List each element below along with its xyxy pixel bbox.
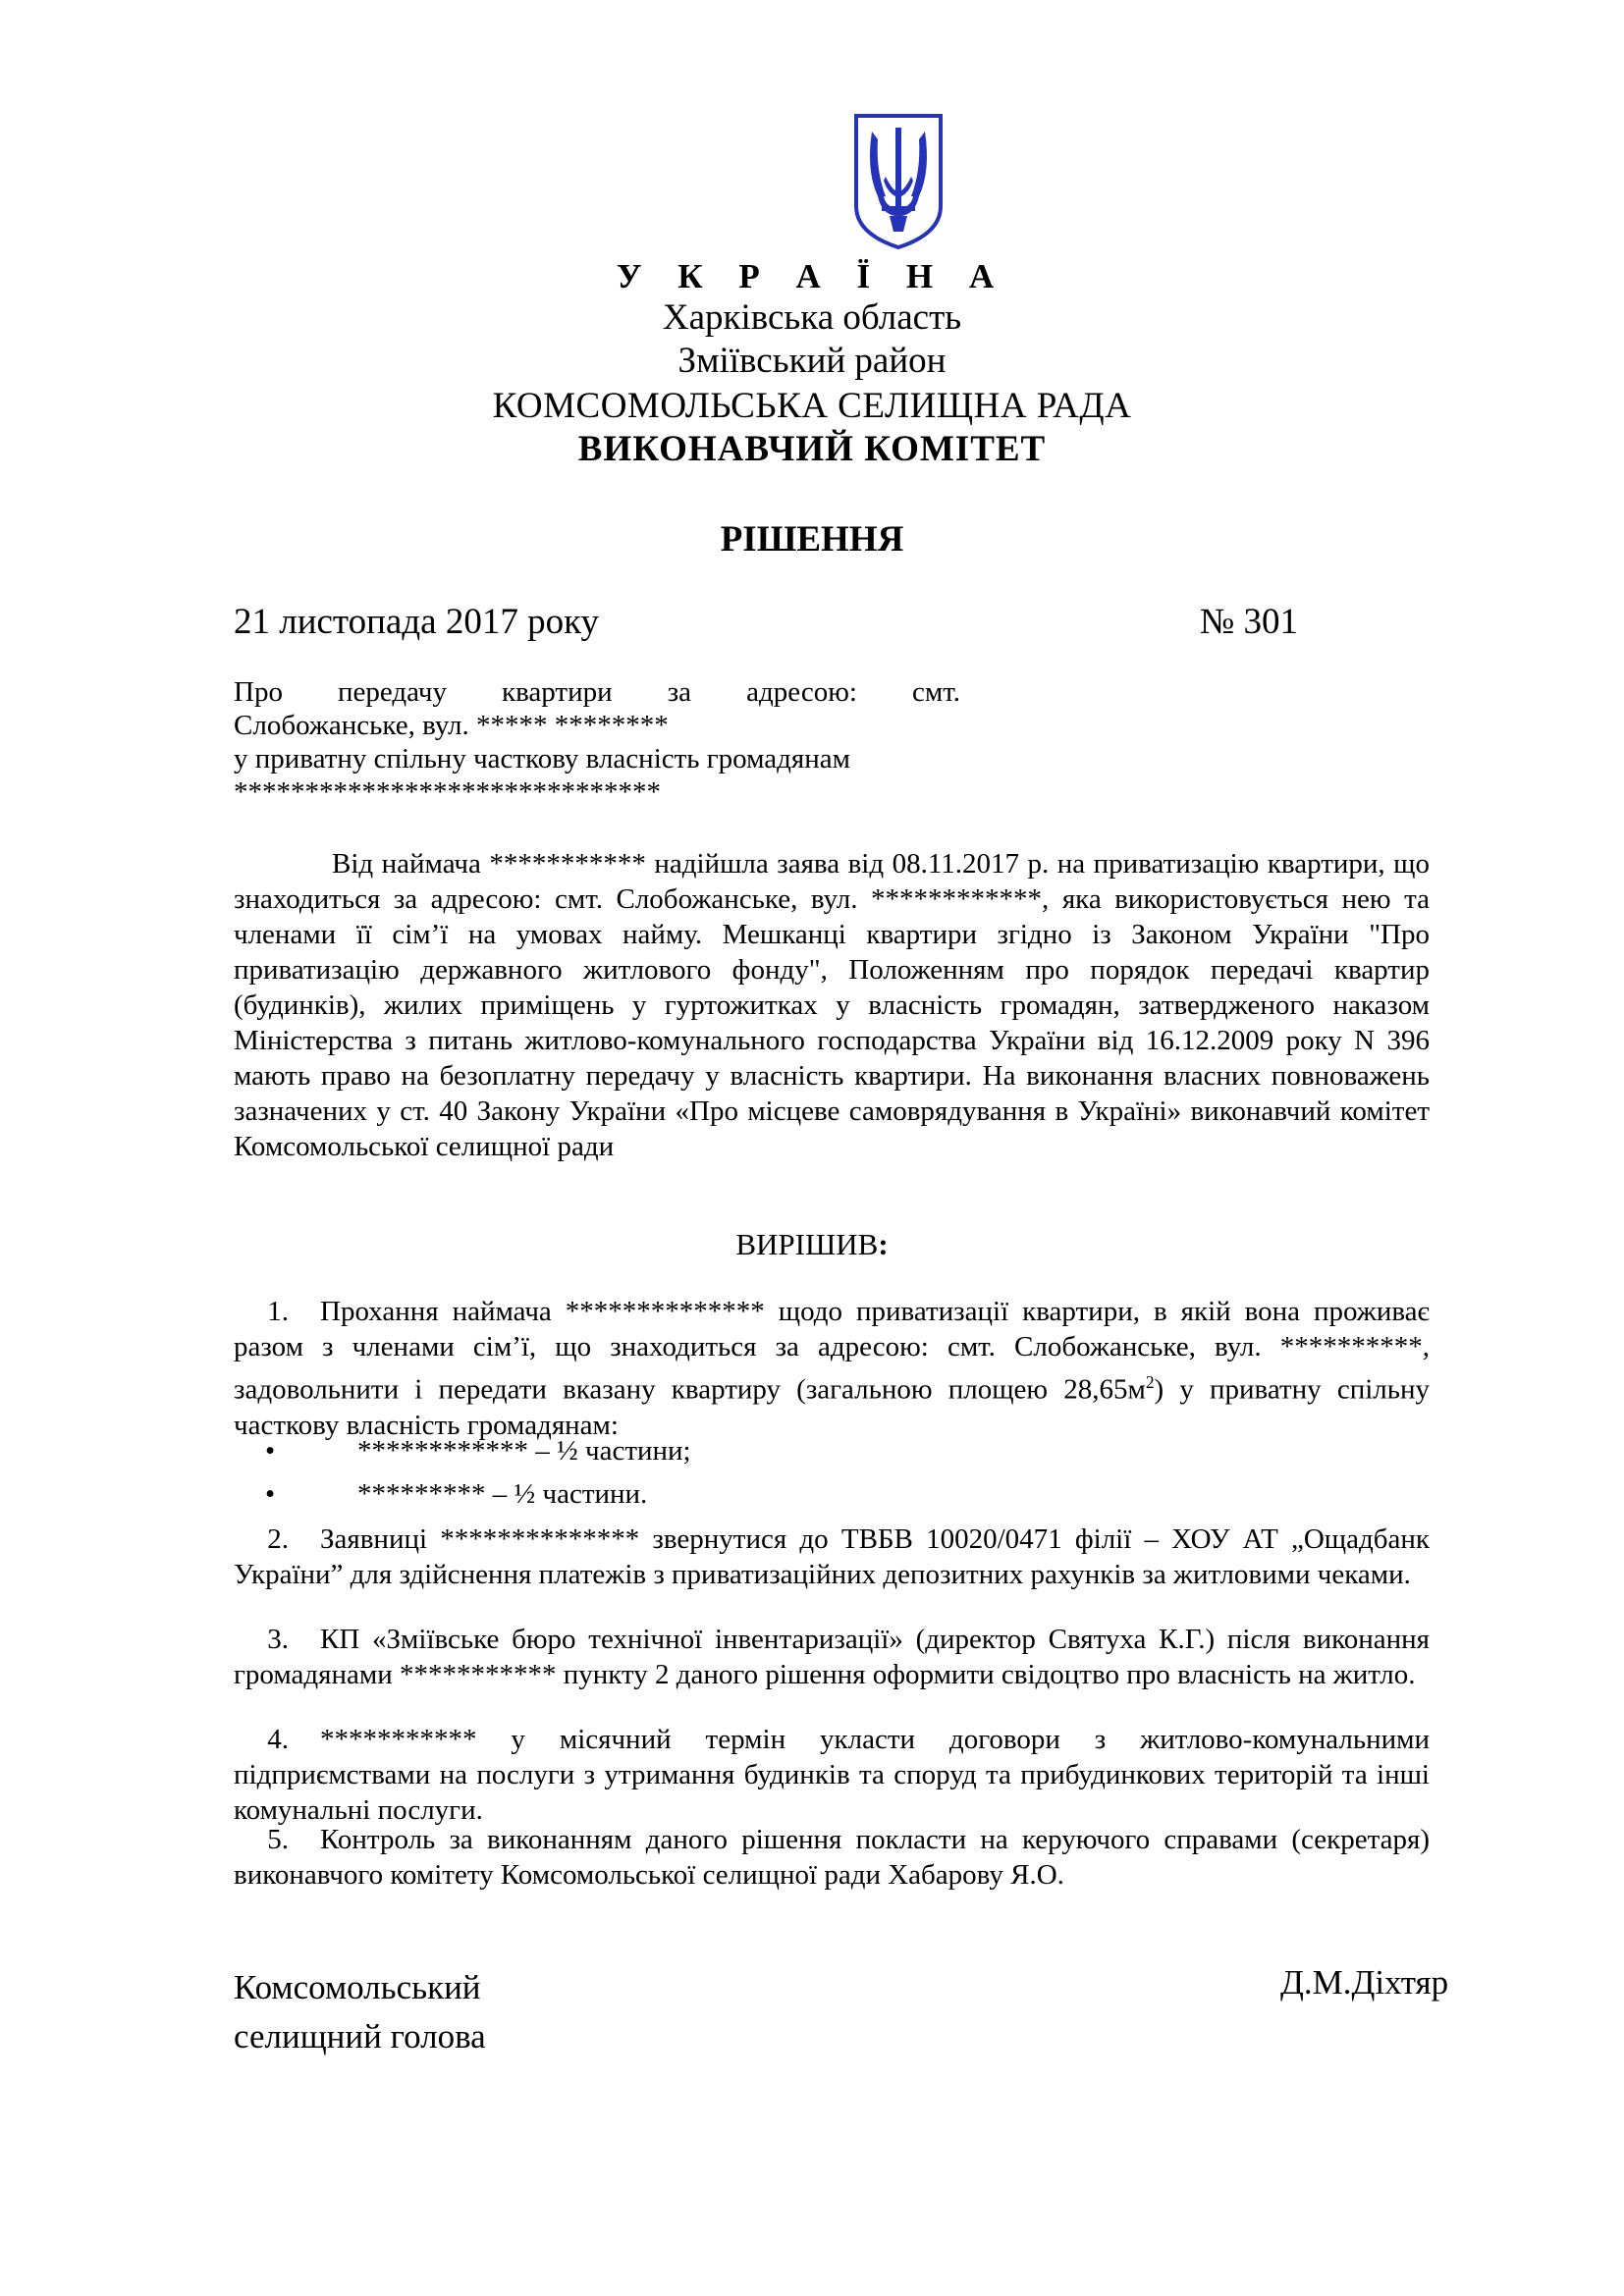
- share-bullet: [265, 1476, 647, 1512]
- item-number: 4.: [267, 1724, 289, 1755]
- document-number: № 301: [1200, 602, 1299, 642]
- item-number: 3.: [267, 1624, 289, 1655]
- decision-item: [234, 1722, 1430, 1828]
- item-superscript: 2: [1145, 1372, 1155, 1392]
- subject-line: Про передачу квартири за адресою: смт.: [234, 676, 960, 708]
- signer-position: [234, 1963, 486, 2061]
- resolve-word: ВИРІШИВ: [735, 1227, 879, 1261]
- raion-name: Зміївський район: [677, 341, 947, 381]
- item-text: КП «Зміївське бюро технічної інвентаризації» (директор Святуха К.Г.) після виконання громадянами *********** пункту 2 даного рішення оформити свідоцтво про власність на житло.: [234, 1624, 1430, 1690]
- document-date: 21 листопада 2017 року: [234, 602, 600, 642]
- item-text: Прохання наймача ************** щодо приватизації квартири, в якій вона проживає разом з членами сім’ї, що знаходиться за адресою: смт. Слобожанське, вул. **********, задовольнити і передати вказану квартиру (загальною площею 28,65м: [234, 1296, 1430, 1406]
- coat-of-arms-trident-icon: [852, 112, 945, 251]
- executive-committee-name: ВИКОНАВЧИЙ КОМІТЕТ: [577, 429, 1047, 469]
- item-number: 2.: [267, 1523, 289, 1555]
- preamble-paragraph: Від наймача *********** надійшла заява від 08.11.2017 р. на приватизацію квартири, що знаходиться за адресою: смт. Слобожанське, вул. ************, яка використовується нею та членами її сім’ї на умовах найму. Мешканці квартири згідно із Законом України "Про приватизацію державного житлового фонду", Положенням про порядок передачі квартир (будинків), жилих приміщень у гуртожитках у власність громадян, затвердженого наказом Міністерства з питань житлово-комунального господарства України від 16.12.2009 року N 396 мають право на безоплатну передачу у власність квартири. На виконання власних повноважень зазначених у ст. 40 Закону України «Про місцеве самоврядування в Україні» виконавчий комітет Комсомольської селищної ради: [234, 848, 1430, 1162]
- council-name: КОМСОМОЛЬСЬКА СЕЛИЩНА РАДА: [492, 386, 1132, 426]
- item-number: 1.: [267, 1296, 289, 1327]
- subject-line: ******************************: [234, 776, 661, 808]
- item-text: Контроль за виконанням даного рішення покласти на керуючого справами (секретаря) виконавчого комітету Комсомольської селищної ради Хабарову Я.О.: [234, 1824, 1430, 1891]
- item-number: 5.: [267, 1824, 289, 1855]
- document-title: РІШЕННЯ: [720, 519, 904, 560]
- decision-item: [234, 1294, 1430, 1443]
- signer-position-line: Комсомольський: [234, 1968, 481, 2006]
- bullet-text: ************ – ½ частини;: [357, 1435, 691, 1467]
- item-text: *********** у місячний термін укласти договори з житлово-комунальними підприємствами на послуги з утримання будинків та споруд та прибудинкових територій та інші комунальні послуги.: [234, 1724, 1430, 1826]
- document-subject: [234, 675, 960, 809]
- item-text-tail: ) у приватну спільну часткову власність громадянам:: [234, 1373, 1430, 1441]
- signer-name: Д.М.Діхтяр: [1280, 1963, 1449, 2002]
- decision-item: [234, 1622, 1430, 1692]
- resolve-colon: :: [878, 1227, 889, 1261]
- bullet-marker: •: [265, 1435, 276, 1467]
- decision-item: [234, 1522, 1430, 1592]
- decision-item: [234, 1822, 1430, 1893]
- share-bullet: [265, 1433, 691, 1468]
- subject-line: у приватну спільну часткову власність громадянам: [234, 743, 850, 774]
- subject-line: Слобожанське, вул. ***** ********: [234, 710, 669, 741]
- bullet-marker: •: [265, 1478, 276, 1510]
- signer-position-line: селищний голова: [234, 2017, 486, 2056]
- bullet-text: ********* – ½ частини.: [357, 1478, 648, 1510]
- item-text: Заявниці ************** звернутися до ТВБВ 10020/0471 філії – ХОУ АТ „Ощадбанк України” для здійснення платежів з приватизаційних депозитних рахунків за житловими чеками.: [234, 1523, 1430, 1590]
- resolve-heading: [0, 1227, 1624, 1262]
- country-name: У К Р А Ї Н А: [616, 257, 1008, 295]
- oblast-name: Харківська область: [662, 297, 962, 338]
